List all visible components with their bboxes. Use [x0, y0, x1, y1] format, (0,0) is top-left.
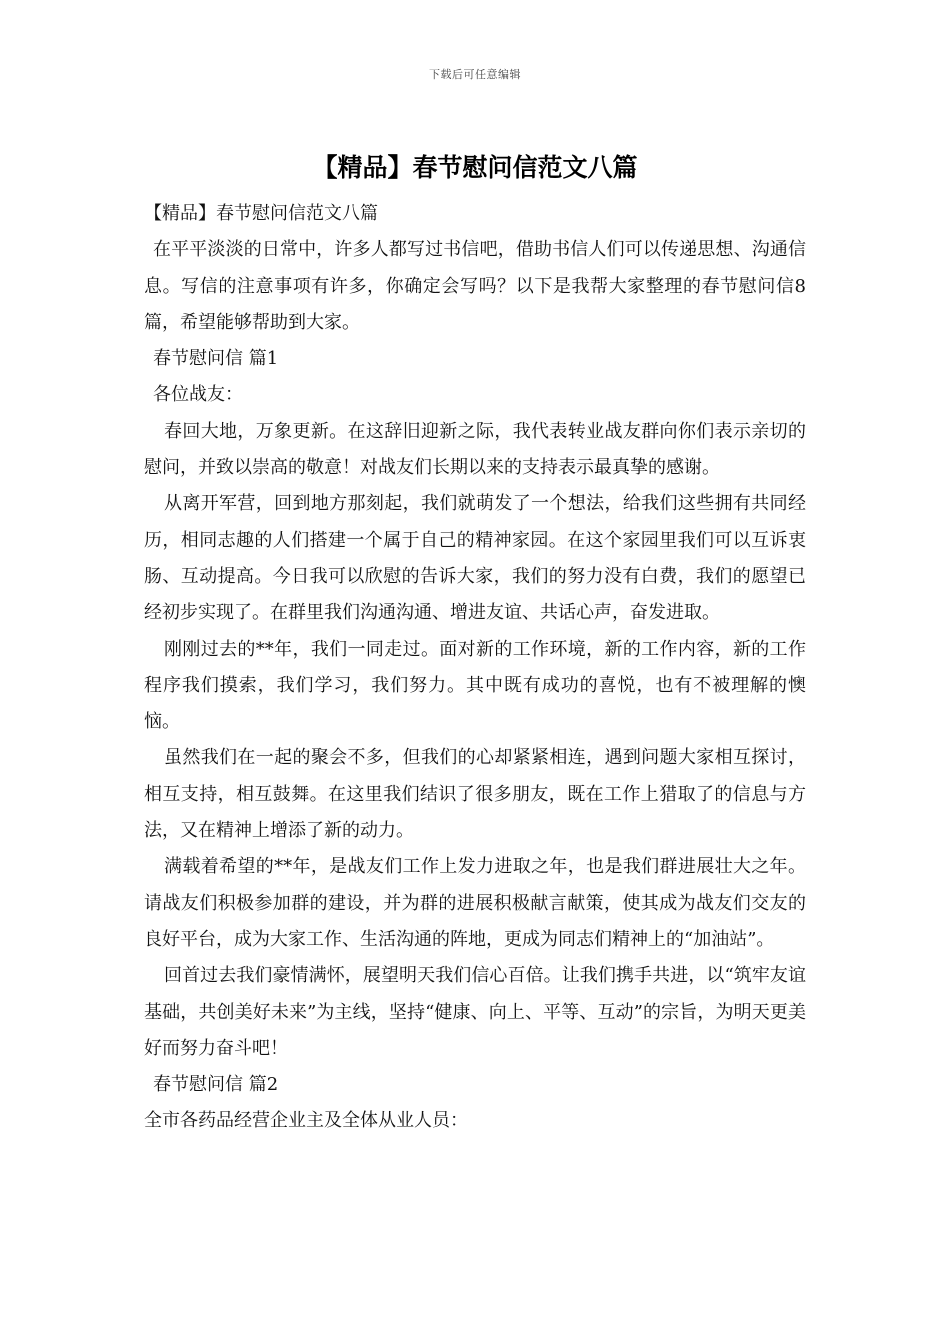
body-paragraph: 虽然我们在一起的聚会不多，但我们的心却紧紧相连，遇到问题大家相互探讨，相互支持，相互鼓舞。在这里我们结识了很多朋友，既在工作上猎取了的信息与方法，又在精神上增添了新的动力。: [144, 747, 806, 842]
body-paragraph: 刚刚过去的**年，我们一同走过。面对新的工作环境，新的工作内容，新的工作程序我们摸索，我们学习，我们努力。其中既有成功的喜悦，也有不被理解的懊恼。: [144, 638, 806, 733]
body-paragraph: 满载着希望的**年，是战友们工作上发力进取之年，也是我们群进展壮大之年。请战友们积极参加群的建设，并为群的进展积极献言献策，使其成为战友们交友的良好平台，成为大家工作、生活沟通的阵地，更成为同志们精神上的“加油站”。: [144, 856, 806, 950]
body-paragraph: 回首过去我们豪情满怀，展望明天我们信心百倍。让我们携手共进，以“筑牢友谊基础，共创美好未来”为主线，坚持“健康、向上、平等、互动”的宗旨，为明天更美好而努力奋斗吧！: [144, 965, 806, 1059]
section-heading-1: 春节慰问信 篇1: [153, 348, 279, 370]
section-heading-2: 春节慰问信 篇2: [153, 1074, 279, 1096]
body-paragraph: 春回大地，万象更新。在这辞旧迎新之际，我代表转业战友群向你们表示亲切的慰问，并致以崇高的敬意！对战友们长期以来的支持表示最真挚的感谢。: [144, 420, 806, 479]
body-paragraph: 从离开军营，回到地方那刻起，我们就萌发了一个想法，给我们这些拥有共同经历，相同志趣的人们搭建一个属于自己的精神家园。在这个家园里我们可以互诉衷肠、互动提高。今日我可以欣慰的告诉大家，我们的努力没有白费，我们的愿望已经初步实现了。在群里我们沟通沟通、增进友谊、共话心声，奋发进取。: [144, 493, 806, 624]
salutation: 全市各药品经营企业主及全体从业人员：: [144, 1110, 468, 1132]
document-title: 【精品】春节慰问信范文八篇: [312, 153, 638, 182]
intro-paragraph: 在平平淡淡的日常中，许多人都写过书信吧，借助书信人们可以传递思想、沟通信息。写信的注意事项有许多，你确定会写吗？以下是我帮大家整理的春节慰问信8篇，希望能够帮助到大家。: [144, 239, 806, 333]
subtitle-line: 【精品】春节慰问信范文八篇: [144, 203, 378, 224]
header-note: 下载后可任意编辑: [429, 68, 521, 81]
document-body: [144, 196, 806, 1140]
salutation: 各位战友：: [153, 384, 243, 406]
